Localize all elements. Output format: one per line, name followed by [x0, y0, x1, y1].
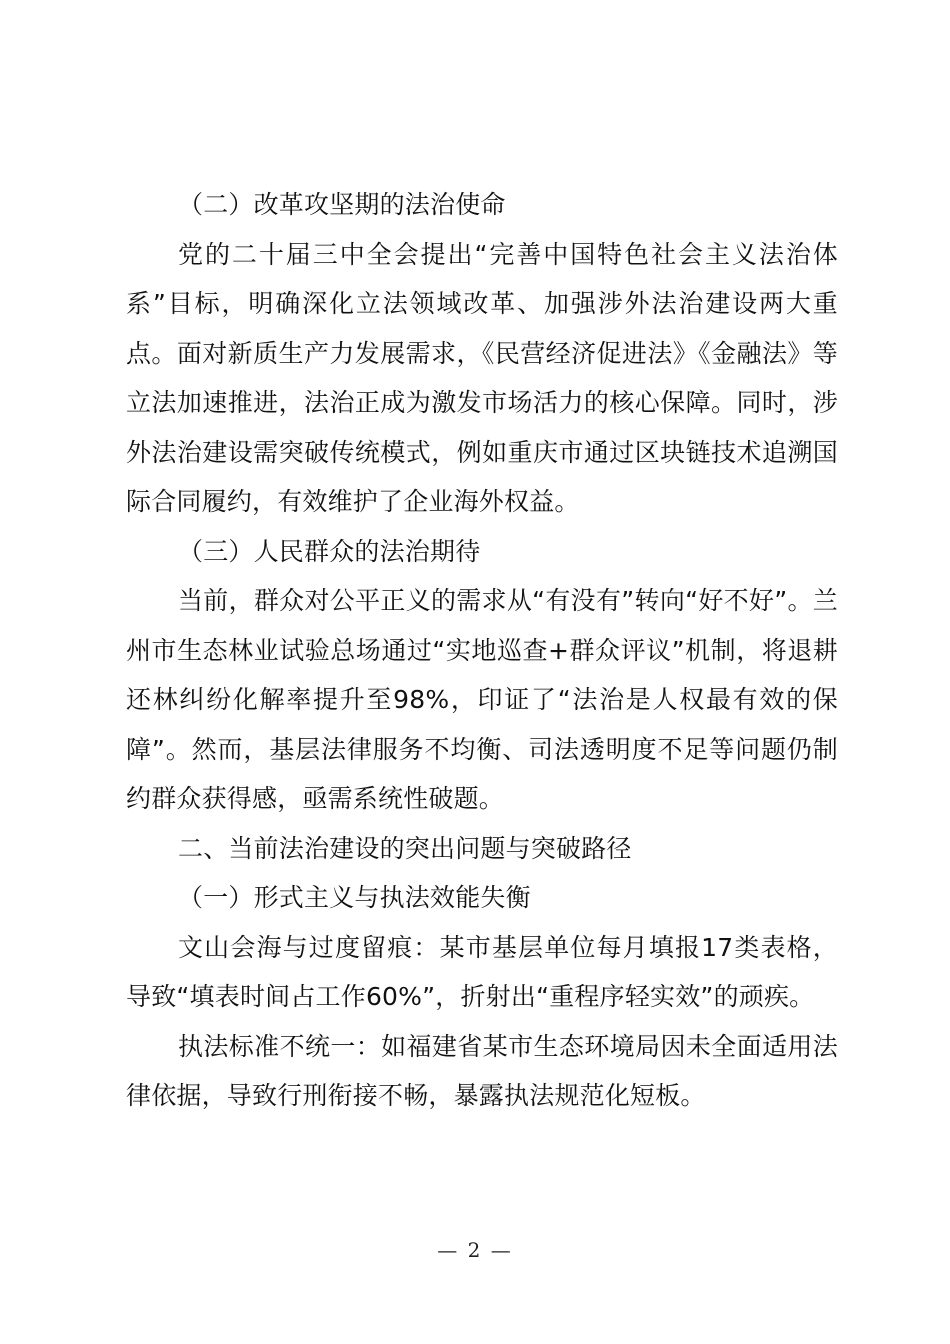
section-heading-2: （二）改革攻坚期的法治使命	[178, 190, 506, 219]
section-heading-3: （三）人民群众的法治期待	[178, 536, 481, 566]
page-number: — 2 —	[437, 1238, 513, 1262]
body-paragraph: 当前，群众对公平正义的需求从“有没有”转向“好不好”。兰州市生态林业试验总场通过“实地巡查+群众评议”机制，将退耕还林纠纷化解率提升至98%，印证了“法治是人权最有效的保障”。然而，基层法律服务不均衡、司法透明度不足等问题仍制约群众获得感，亟需系统性破题。	[126, 586, 838, 813]
body-paragraph: 执法标准不统一：如福建省某市生态环境局因未全面适用法律依据，导致行刑衔接不畅，暴露执法规范化短板。	[126, 1031, 838, 1110]
body-paragraph: 文山会海与过度留痕：某市基层单位每月填报17类表格，导致“填表时间占工作60%”，折射出“重程序轻实效”的顽疾。	[126, 932, 838, 1011]
document-body	[126, 180, 838, 1121]
chapter-heading: 二、当前法治建设的突出问题与突破路径	[178, 833, 632, 863]
body-paragraph: 党的二十届三中全会提出“完善中国特色社会主义法治体系”目标，明确深化立法领域改革、加强涉外法治建设两大重点。面对新质生产力发展需求，《民营经济促进法》《金融法》等立法加速推进，法治正成为激发市场活力的核心保障。同时，涉外法治建设需突破传统模式，例如重庆市通过区块链技术追溯国际合同履约，有效维护了企业海外权益。	[126, 239, 838, 516]
section-heading-1: （一）形式主义与执法效能失衡	[178, 883, 531, 912]
